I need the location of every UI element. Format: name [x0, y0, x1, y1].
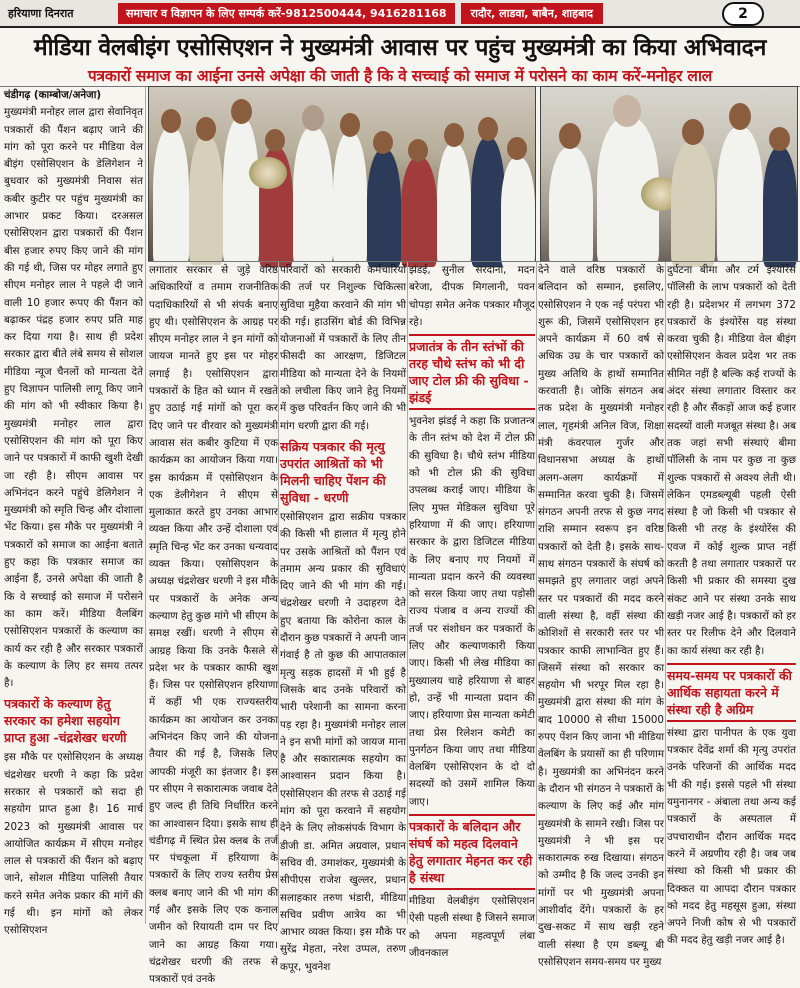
article-paragraph: भुवनेश झंडई ने कहा कि प्रजातन्त्र के तीन स्तंभ को देश में टोल फ्री की सुविधा है। चौथे स्तंभ मीडिया को भी टोल फ्री की सुविधा उपलब्ध कराई जाए। मीडिया के लिए मुफ्त मेडिकल सुविधा पूरे हरियाणा में की जाए। हरियाणा सरकार के द्वारा डिजिटल मीडिया के लिए बनाए गए नियमों में मान्यता प्रदान करने की व्यवस्था को सरल किया जाए तथा पड़ोसी राज्य पंजाब व अन्य राज्यों की तर्ज पर संशोधन कर पत्रकारों के लिए और कल्याणकारी किया जाए। किसी भी लेख मीडिया का मुख्यालय चाहे हरियाणा से बाहर हो, उन्हें भी मान्यता प्रदान की जाए। हरियाणा प्रेस मान्यता कमेटी तथा प्रेस रिलेशन कमेटी का पुनर्गठन किया जाए तथा मीडिया वेलबिंग एसोसिएशन के दो दो सदस्यों को उसमें शामिल किया जाए। — [409, 415, 535, 808]
article-paragraph: दुर्घटना बीमा और टर्म इंश्योरेंस पॉलिसी के लाभ पत्रकारों को देती रही है। प्रदेशभर में लगभग 372 पत्रकारों के इंश्योरेंस यह संस्था करवा चुकी है। मीडिया वेल बीइंग एसोसिएशन केवल प्रदेश भर तक सीमित नहीं है बल्कि कई राज्यों के अंदर संस्था लगातार विस्तार कर रही है और सैंकड़ों आज कई हजार सदस्यों वाली मजबूत संस्था है। अब तक जहां सभी संस्थाएं बीमा पॉलिसी के नाम पर कुछ ना कुछ शुल्क पत्रकारों से अवश्य लेती थी। लेकिन एमडब्ल्यूबी पहली ऐसी संस्था है जो किसी भी पत्रकार से किसी भी तरह के इंश्योरेंस की एवज में कोई शुल्क प्राप्त नहीं करती है तथा लगातार पत्रकारों पर किसी भी प्रकार की समस्या दुख संकट आने पर संस्था उनके साथ खड़ी नजर आई है। पत्रकारों को हर स्तर पर रिलीफ देने और दिलवाने का कार्य संस्था कर रही है। — [667, 264, 796, 657]
article-subhead: समय-समय पर पत्रकारों की आर्थिक सहायता करने में संस्था रही है अग्रिम — [667, 663, 796, 722]
dateline: चंडीगढ़ (काम्बोज/अनेजा) — [4, 89, 102, 101]
article-subhead: प्रजातंत्र के तीन स्तंभों की तरह चौथे स्तंभ को भी दी जाए टोल फ्री की सुविधा - झंडई — [409, 334, 535, 410]
group-photo-chief-minister — [540, 86, 798, 262]
article-paragraph: मुख्यमंत्री मनोहर लाल द्वारा सेवानिवृत पत्रकारों की पैंशन बढ़ाए जाने की मांग को पूरा करने पर मीडिया वेल बीइंग एसोसिएशन के डेलिगेशन ने बुधवार को मुख्यमंत्री निवास संत कबीर कुटीर पर पहुंच मुख्यमंत्री का आभार प्रकट किया। दरअसल एसोसिएशन द्वारा पत्रकारों की पैंशन बीस हजार रुपए किए जाने की मांग की गई थी, जिस पर मोहर लगाते हुए सीएम मनोहर लाल ने पहले दी जाने वाली 10 हजार रूपए की पैंशन को बढ़ाकर पंद्रह हजार रुपए प्रति माह कर दिया गया है। साथ ही प्रदेश सरकार द्वारा बीते लंबे समय से सोशल मीडिया न्यूज चैनलों को मान्यता देते हुए विज्ञापन पालिसी लागू किए जाने की मांग को भी स्वीकार किया है। मुख्यमंत्री मनोहर लाल द्वारा एसोसिएशन की मांग को पूरा किए जाने पर पत्रकारों में काफी खुशी देखी जा रही है। सीएम आवास पर अभिनंदन करने पहुंचे डेलिगेशन ने मुख्यमंत्री को स्मृति चिन्ह और दोशाला भेंट किया। इस मौके पर मुख्यमंत्री ने पत्रकारों को समाज का आईना बताते हुए कहा कि पत्रकार समाज का आईना हैं, उनसे अपेक्षा की जाती है कि वे सच्चाई को समाज में परोसने का काम करें। मीडिया वैलबिंग एसोसिएशन पत्रकारों के कल्याण का कार्य कर रही है और सरकार पत्रकारों के कल्याण के लिए हर समय तत्पर है। — [4, 106, 143, 690]
article-column-1 — [4, 87, 143, 937]
page-number: 2 — [722, 2, 764, 26]
article-column-2 — [149, 262, 278, 986]
article-paragraph: मीडिया वेलबीइंग एसोसिएशन ऐसी पहली संस्था है जिसने समाज को अपना महत्वपूर्ण लंबा जीवनकाल — [409, 895, 535, 959]
article-paragraph: इस मौके पर एसोसिएशन के अध्यक्ष चंद्रशेखर धरणी ने कहा कि प्रदेश सरकार से पत्रकारों को सदा ही सहयोग प्राप्त हुआ है। 16 मार्च 2023 को मुख्यमंत्री आवास पर आयोजित कार्यक्रम में सीएम मनोहर लाल से पत्रकारों की पैंशन को बढ़ाए जाने, सोशल मीडिया पालिसी तैयार करने समेत अनेक प्रकार की मांगें की गई थी। इन मांगों को लेकर एसोसिएशन — [4, 751, 143, 937]
locations: रादौर, लाडवा, बाबैन, शाहबाद — [461, 3, 603, 24]
article-paragraph: संस्था द्वारा पानीपत के एक युवा पत्रकार देवेंद्र शर्मा की मृत्यु उपरांत उनके परिजनों की आर्थिक मदद भी की गई। इससे पहले भी संस्था यमुनानगर - अंबाला तथा अन्य कई पत्रकारों के अस्पताल में उपचाराधीन दौरान आर्थिक मदद करने में अग्रणीय रही है। जब जब संस्था को किसी भी प्रकार की दिक्कत या आपदा दौरान पत्रकार को मदद हेतु महसूस हुआ, संस्था अपने निजी कोष से भी पत्रकारों की मदद हेतु खड़ी नजर आई है। — [667, 726, 796, 947]
article-paragraph: झंडई, सुनील सरदाना, मदन बरेजा, दीपक मिगलानी, पवन चोपड़ा समेत अनेक पत्रकार मौजूद रहे। — [409, 264, 535, 328]
article-column-4 — [409, 262, 535, 959]
paper-name: हरियाणा दिनरात — [8, 6, 74, 20]
article-column-5 — [538, 262, 664, 968]
article-subhead: पत्रकारों के कल्याण हेतु सरकार का हमेशा सहयोग प्राप्त हुआ -चंद्रशेखर धरणी — [4, 696, 127, 746]
article-column-6 — [667, 262, 796, 947]
page-headline: मीडिया वेलबीइंग एसोसिएशन ने मुख्यमंत्री आवास पर पहुंच मुख्यमंत्री का किया अभिवादन — [33, 35, 767, 61]
article-subhead: सक्रिय पत्रकार की मृत्यु उपरांत आश्रितों को भी मिलनी चाहिए पेंशन की सुविधा - धरणी — [280, 438, 386, 505]
article-paragraph: देने वाले वरिष्ठ पत्रकारों के बलिदान को सम्मान, इसलिए, एसोसिएशन ने एक नई परंपरा भी शुरू की, जिसमें एसोसिएशन हर अपने कार्यक्रम में 60 वर्ष से अधिक उम्र के चार पत्रकारों को मुख्य अतिथि के हाथों सम्मानित करवाती है। जोकि संगठन अब तक प्रदेश के मुख्यमंत्री मनोहर लाल, गृहमंत्री अनिल विज, शिक्षा मंत्री कंवरपाल गुर्जर और विधानसभा अध्यक्ष के हाथों अलग-अलग कार्यक्रमों में सम्मानित करवा चुकी है। जिसमें संगठन अपनी तरफ से कुछ नगद राशि सम्मान स्वरूप इन वरिष्ठ पत्रकारों को देती है। इसके साथ-साथ संगठन पत्रकारों के संघर्ष को समझते हुए लगातार जहां अपने स्तर पर पत्रकारों की मदद करने वाली संस्था है, वहीं संस्था की कोशिशों से सरकारी स्तर पर भी पत्रकार काफी लाभान्वित हुए हैं। जिसमें संस्था को सरकार का सहयोग भी भरपूर मिल रहा है। मुख्यमंत्री द्वारा संस्था की मांग के बाद 10000 से सीधा 15000 रुपए पेंशन किए जाना भी मीडिया वेलबिंग के प्रयासों का ही परिणाम है। मुख्यमंत्री का अभिनंदन करने के दौरान भी संगठन ने पत्रकारों के कल्याण के लिए कई और मांग मुख्यमंत्री के सामने रखी। जिस पर मुख्यमंत्री ने भी इस पर सकारात्मक रुख दिखाया। संगठन को उम्मीद है कि जल्द उनकी इन मांगों पर भी मुख्यमंत्री अपना आशीर्वाद देंगे। पत्रकारों के हर दुख-सकट में साथ खड़ी रहने वाली संस्था है एम डब्ल्यू बी एसोसिएशन समय-समय पर मुख्य — [538, 264, 664, 968]
ad-contact: समाचार व विज्ञापन के लिए सम्पर्क करें-9812500444, 9416281168 — [118, 3, 455, 24]
article-subhead: पत्रकारों के बलिदान और संघर्ष को महत्व दिलवाने हेतु लगातार मेहनत कर रही है संस्था — [409, 814, 535, 890]
group-photo-delegation — [148, 86, 536, 262]
column-divider — [665, 262, 666, 924]
column-divider — [278, 262, 279, 924]
column-divider — [145, 87, 146, 924]
article-paragraph: परिवारों को सरकारी कर्मचारियों की तर्ज पर निशुल्क चिकित्सा सुविधा मुहैया करवाने की मांग भी की गई। हाउसिंग बोर्ड की विभिन्न योजनाओं में पत्रकारों के लिए तीन फीसदी का आरक्षण, डिजिटल मीडिया को मान्यता देने के नियमों को लचीला किए जाने हेतु नियमों में कुछ परिवर्तन किए जाने की भी मांग धरणी द्वारा की गई। — [280, 264, 406, 432]
column-divider — [536, 262, 537, 924]
article-column-3 — [280, 262, 406, 973]
article-paragraph: एसोसिएशन द्वारा सक्रीय पत्रकार की किसी भी हालात में मृत्यु होने पर उसके आश्रितों को पैंशन एवं तमाम अन्य प्रकार की सुविधाएं दिए जाने की भी मांग की गई। चंद्रशेखर धरणी ने उदाहरण देते हुए बताया कि कोरोना काल के दौरान कुछ पत्रकारों ने अपनी जान गंवाई है तो कुछ की आपातकाल मृत्यु सड़क हादसों में भी हुई है जिसके बाद उनके परिवारों को भारी परेशानी का सामना करना पड़ रहा है। मुख्यमंत्री मनोहर लाल ने इन सभी मांगों को जायज माना है और सकारात्मक सहयोग का आश्वासन प्रदान किया है। एसोसिएशन की तरफ से उठाई गई मांग को पूरा करवाने में सहयोग देने के लिए लोकसंपर्क विभाग के डीजी डा. अमित अग्रवाल, प्रधान सचिव वी. उमाशंकर, मुख्यमंत्री के सीपीएस राजेश खुल्लर, प्रधान सलाहकार तरुण भंडारी, मीडिया सचिव प्रवीण आत्रेय का भी आभार व्यक्त किया। इस मौके पर सुरेंद्र मेहता, नरेश उप्पल, तरुण कपूर, भुवनेश — [280, 510, 406, 973]
page-subheadline: पत्रकारों समाज का आईना उनसे अपेक्षा की जाती है कि वे सच्चाई को समाज में परोसने का काम करें-मनोहर लाल — [87, 67, 713, 85]
article-paragraph: लगातार सरकार से जुड़े वरिष्ठ अधिकारियों व तमाम राजनीतिक पदाधिकारियों से भी संपर्क बनाए हुए थी। एसोसिएशन के आग्रह पर सीएम मनोहर लाल ने इन मांगों को जायज मानते हुए इस पर मोहर लगाई है। एसोसिएशन द्वारा पत्रकारों के हित को ध्यान में रखते हुए उठाई गई मांगों को पूरा कर दिए जाने पर वीरवार को मुख्यमंत्री आवास संत कबीर कुटिया में एक कार्यक्रम का आयोजन किया गया। इस कार्यक्रम में एसोसिएशन के एक डेलीगेशन ने सीएम से मुलाकात करते हुए उनका आभार व्यक्त किया और उन्हें दोशाला एवं स्मृति चिन्ह भेंट कर उनका धन्यवाद व्यक्त किया। एसोसिएशन के अध्यक्ष चंद्रशेखर धरणी ने इस मौके पर पत्रकारों के अनेक अन्य कल्याण हेतु कुछ मांगे भी सीएम के समक्ष रखीं। धरणी ने सीएम से आग्रह किया कि उनके फैसले से प्रदेश भर के पत्रकार काफी खुश हैं। जिस पर एसोसिएशन हरियाणा में कहीं भी एक राज्यस्तरीय कार्यक्रम का आयोजन कर उनका अभिनंदन किए जाने की योजना तैयार की गई है, जिसके लिए आपकी मंजूरी का इंतजार है। इस पर सीएम ने सकारात्मक जवाब देते हुए जल्द ही तिथि निर्धारित करने का आश्वासन दिया। इसके साथ ही चंडीगढ़ में स्थित प्रेस क्लब के तर्ज पर पंचकूला में हरियाणा के पत्रकारों के लिए राज्य स्तरीय प्रेस क्लब बनाए जाने की भी मांग की गई और इसके लिए एक कनाल जमीन को रियायती दाम पर दिए जाने का आग्रह किया गया। चंद्रशेखर धरणी की तरफ से पत्रकारों एवं उनके — [149, 264, 278, 986]
column-divider — [407, 262, 408, 924]
newspaper-header — [0, 0, 800, 28]
